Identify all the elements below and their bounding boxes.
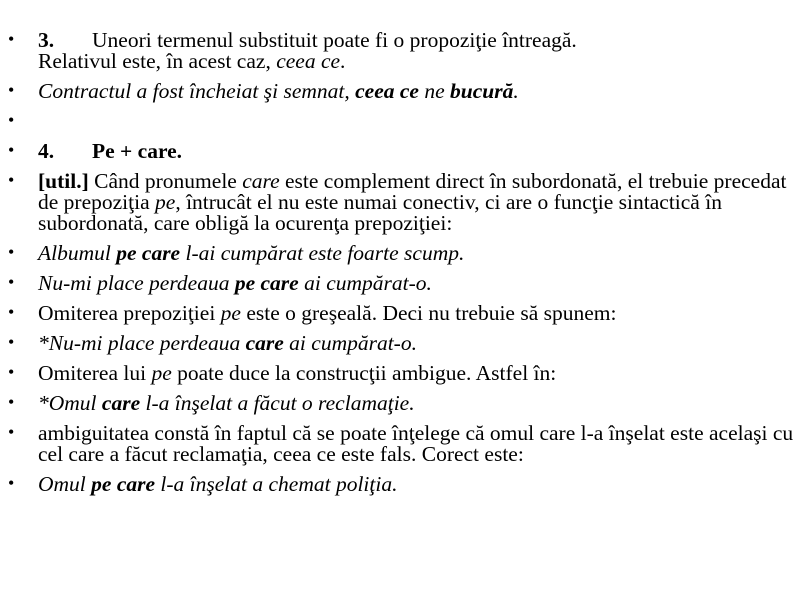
heading-text: Pe + care. [92, 139, 183, 163]
bullet-item [0, 423, 800, 465]
example-text: *Nu-mi place perdeaua [38, 331, 246, 355]
emphasis-term: ceea ce [355, 79, 419, 103]
punctuation: . [513, 79, 519, 103]
example-text: ne [418, 79, 451, 103]
bullet-icon: • [8, 170, 15, 190]
bullet-item [0, 393, 800, 414]
bullet-item [0, 333, 800, 354]
emphasis-term: bucură [450, 79, 514, 103]
example-text: *Omul [38, 391, 102, 415]
bullet-item [0, 303, 800, 324]
bullet-icon: • [8, 80, 15, 100]
italic-term: pe [151, 361, 172, 385]
body-text: Când pronumele [88, 169, 243, 193]
bullet-item [0, 363, 800, 384]
example-text: l-ai cumpărat este foarte scump. [180, 241, 465, 265]
example-text: ai cumpărat-o. [298, 271, 432, 295]
slide-content [0, 30, 800, 504]
bullet-item [0, 81, 800, 102]
bullet-icon: • [8, 422, 15, 442]
bullet-icon: • [8, 302, 15, 322]
example-text: ai cumpărat-o. [283, 331, 417, 355]
bullet-icon: • [8, 110, 15, 130]
bullet-item [0, 474, 800, 495]
example-text: Contractul a fost încheiat şi semnat, [38, 79, 356, 103]
bullet-icon: • [8, 392, 15, 412]
item-number: 4. [38, 139, 55, 163]
empty-bullet-item [0, 111, 800, 132]
bullet-item [0, 273, 800, 294]
body-text: este o greşeală. Deci nu trebuie să spunem: [240, 301, 617, 325]
bullet-icon: • [8, 140, 15, 160]
italic-term: pe [220, 301, 241, 325]
body-text: ambiguitatea constă în faptul că se poate înţelege că omul care l-a înşelat este acelaşi cu cel care a făcut reclamaţia, ceea ce este fals. Corect este: [38, 421, 794, 466]
emphasis-term: care [245, 331, 284, 355]
bullet-icon: • [8, 29, 15, 49]
bullet-item [0, 141, 800, 162]
emphasis-term: pe care [116, 241, 181, 265]
italic-term: ceea ce [276, 49, 341, 73]
italic-term: pe [155, 190, 176, 214]
body-text: este complement direct în subordonată, el trebuie precedat de prepoziţia [38, 169, 787, 214]
body-text: Omiterea lui [38, 361, 152, 385]
bullet-item [0, 30, 800, 72]
bullet-icon: • [8, 332, 15, 352]
emphasis-term: pe care [234, 271, 299, 295]
punctuation: . [340, 49, 346, 73]
body-text: , întrucât el nu este numai conectiv, ci are o funcţie sintactică în subordonată, care obligă la ocurenţa prepoziţiei: [38, 190, 722, 235]
item-number: 3. [38, 28, 55, 52]
bullet-icon: • [8, 473, 15, 493]
example-text: Nu-mi place perdeaua [38, 271, 235, 295]
body-text: Relativul este, în acest caz, [38, 49, 277, 73]
bullet-icon: • [8, 272, 15, 292]
example-text: Omul [38, 472, 92, 496]
emphasis-term: pe care [91, 472, 156, 496]
emphasis-term: care [101, 391, 141, 415]
example-text: l-a înşelat a făcut o reclamaţie. [140, 391, 415, 415]
bullet-item [0, 171, 800, 234]
bullet-icon: • [8, 362, 15, 382]
heading-text: Uneori termenul substituit poate fi o propoziţie întreagă. [92, 28, 577, 52]
bullet-icon: • [8, 242, 15, 262]
bullet-list [0, 30, 800, 495]
tag-label: [util.] [38, 169, 89, 193]
italic-term: care [242, 169, 280, 193]
body-text: Omiterea prepoziţiei [38, 301, 221, 325]
bullet-item [0, 243, 800, 264]
example-text: l-a înşelat a chemat poliţia. [155, 472, 398, 496]
example-text: Albumul [38, 241, 117, 265]
body-text: poate duce la construcţii ambigue. Astfel în: [171, 361, 557, 385]
